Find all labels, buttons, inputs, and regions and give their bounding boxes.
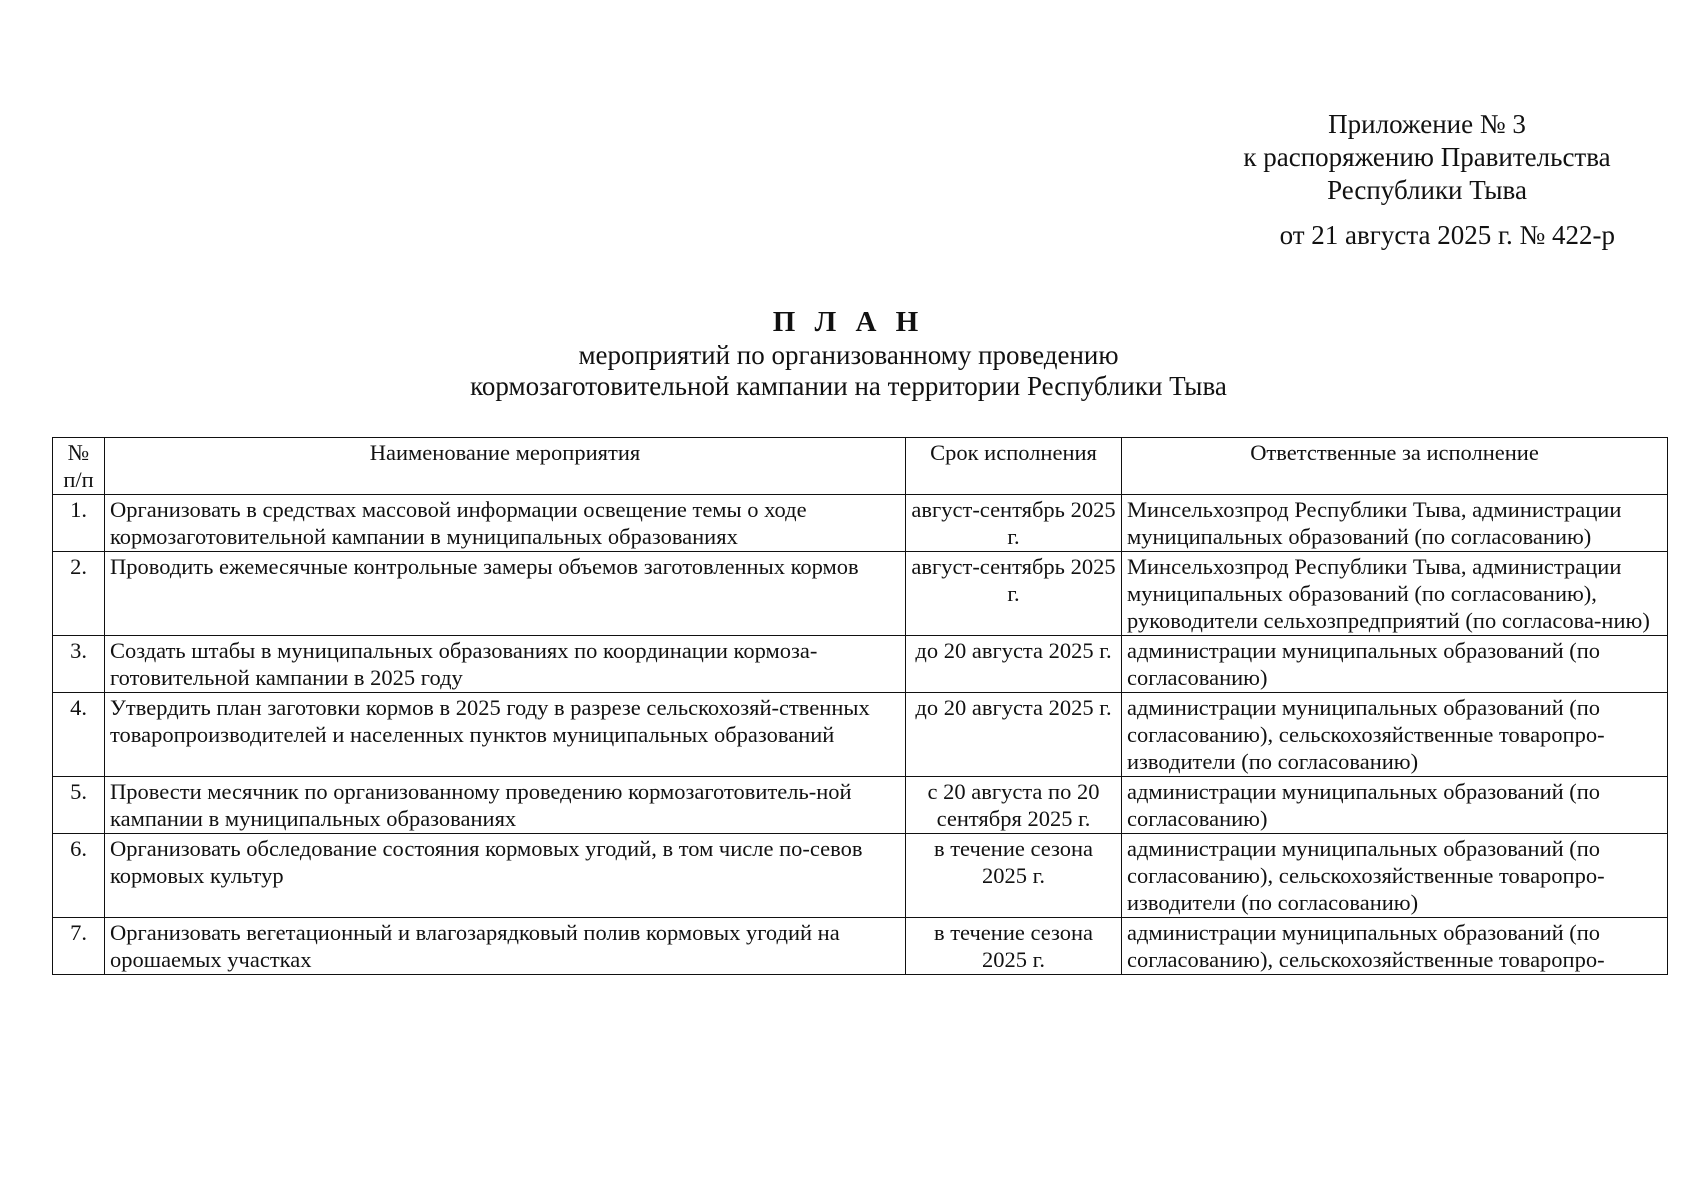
table-row bbox=[53, 693, 1668, 777]
header-name: Наименование мероприятия bbox=[105, 438, 906, 495]
row-number: 5. bbox=[53, 777, 105, 834]
row-number: 4. bbox=[53, 693, 105, 777]
header-term: Срок исполнения bbox=[906, 438, 1122, 495]
header-responsible: Ответственные за исполнение bbox=[1122, 438, 1668, 495]
row-activity: Провести месячник по организованному проведению кормозаготовитель-ной кампании в муниципальных образованиях bbox=[105, 777, 906, 834]
table-row bbox=[53, 834, 1668, 918]
row-responsible: администрации муниципальных образований (по согласованию), сельскохозяйственные товаропро-изводители (по согласованию) bbox=[1122, 834, 1668, 918]
row-deadline: до 20 августа 2025 г. bbox=[906, 693, 1122, 777]
row-deadline: с 20 августа по 20 сентября 2025 г. bbox=[906, 777, 1122, 834]
appendix-number: Приложение № 3 bbox=[1328, 109, 1526, 139]
plan-subtitle-line-1: мероприятий по организованному проведению bbox=[578, 340, 1119, 370]
plan-subtitle-line-2: кормозаготовительной кампании на территории Республики Тыва bbox=[470, 371, 1227, 401]
appendix-reference: к распоряжению Правительства bbox=[1243, 142, 1611, 172]
table-header-row bbox=[53, 438, 1668, 495]
appendix-date: от 21 августа 2025 г. № 422-р bbox=[1279, 220, 1615, 250]
row-activity: Проводить ежемесячные контрольные замеры объемов заготовленных кормов bbox=[105, 552, 906, 636]
table-row bbox=[53, 636, 1668, 693]
row-activity: Организовать вегетационный и влагозарядковый полив кормовых угодий на орошаемых участках bbox=[105, 918, 906, 975]
row-responsible: Минсельхозпрод Республики Тыва, администрации муниципальных образований (по согласованию) bbox=[1122, 495, 1668, 552]
row-deadline: август-сентябрь 2025 г. bbox=[906, 495, 1122, 552]
row-number: 1. bbox=[53, 495, 105, 552]
row-number: 2. bbox=[53, 552, 105, 636]
row-deadline: в течение сезона 2025 г. bbox=[906, 834, 1122, 918]
row-deadline: в течение сезона 2025 г. bbox=[906, 918, 1122, 975]
table-row bbox=[53, 495, 1668, 552]
row-responsible: администрации муниципальных образований (по согласованию), сельскохозяйственные товаропро-изводители (по согласованию) bbox=[1122, 693, 1668, 777]
table-row bbox=[53, 552, 1668, 636]
row-activity: Организовать обследование состояния кормовых угодий, в том числе по-севов кормовых культур bbox=[105, 834, 906, 918]
table-row bbox=[53, 918, 1668, 975]
row-activity: Создать штабы в муниципальных образованиях по координации кормоза-готовительной кампании в 2025 году bbox=[105, 636, 906, 693]
row-responsible: администрации муниципальных образований (по согласованию), сельскохозяйственные товаропро- bbox=[1122, 918, 1668, 975]
row-deadline: до 20 августа 2025 г. bbox=[906, 636, 1122, 693]
plan-table bbox=[52, 437, 1668, 975]
row-number: 6. bbox=[53, 834, 105, 918]
appendix-header bbox=[1217, 108, 1637, 252]
row-responsible: Минсельхозпрод Республики Тыва, администрации муниципальных образований (по согласованию), руководители сельхозпредприятий (по согласова-нию) bbox=[1122, 552, 1668, 636]
row-responsible: администрации муниципальных образований (по согласованию) bbox=[1122, 777, 1668, 834]
row-deadline: август-сентябрь 2025 г. bbox=[906, 552, 1122, 636]
table-row bbox=[53, 777, 1668, 834]
row-number: 3. bbox=[53, 636, 105, 693]
header-num: № п/п bbox=[53, 438, 105, 495]
row-activity: Утвердить план заготовки кормов в 2025 году в разрезе сельскохозяй-ственных товаропроизводителей и населенных пунктов муниципальных образований bbox=[105, 693, 906, 777]
appendix-republic: Республики Тыва bbox=[1327, 175, 1527, 205]
plan-heading: П Л А Н bbox=[772, 306, 925, 338]
row-responsible: администрации муниципальных образований (по согласованию) bbox=[1122, 636, 1668, 693]
document-title bbox=[0, 305, 1697, 402]
row-number: 7. bbox=[53, 918, 105, 975]
row-activity: Организовать в средствах массовой информации освещение темы о ходе кормозаготовительной кампании в муниципальных образованиях bbox=[105, 495, 906, 552]
